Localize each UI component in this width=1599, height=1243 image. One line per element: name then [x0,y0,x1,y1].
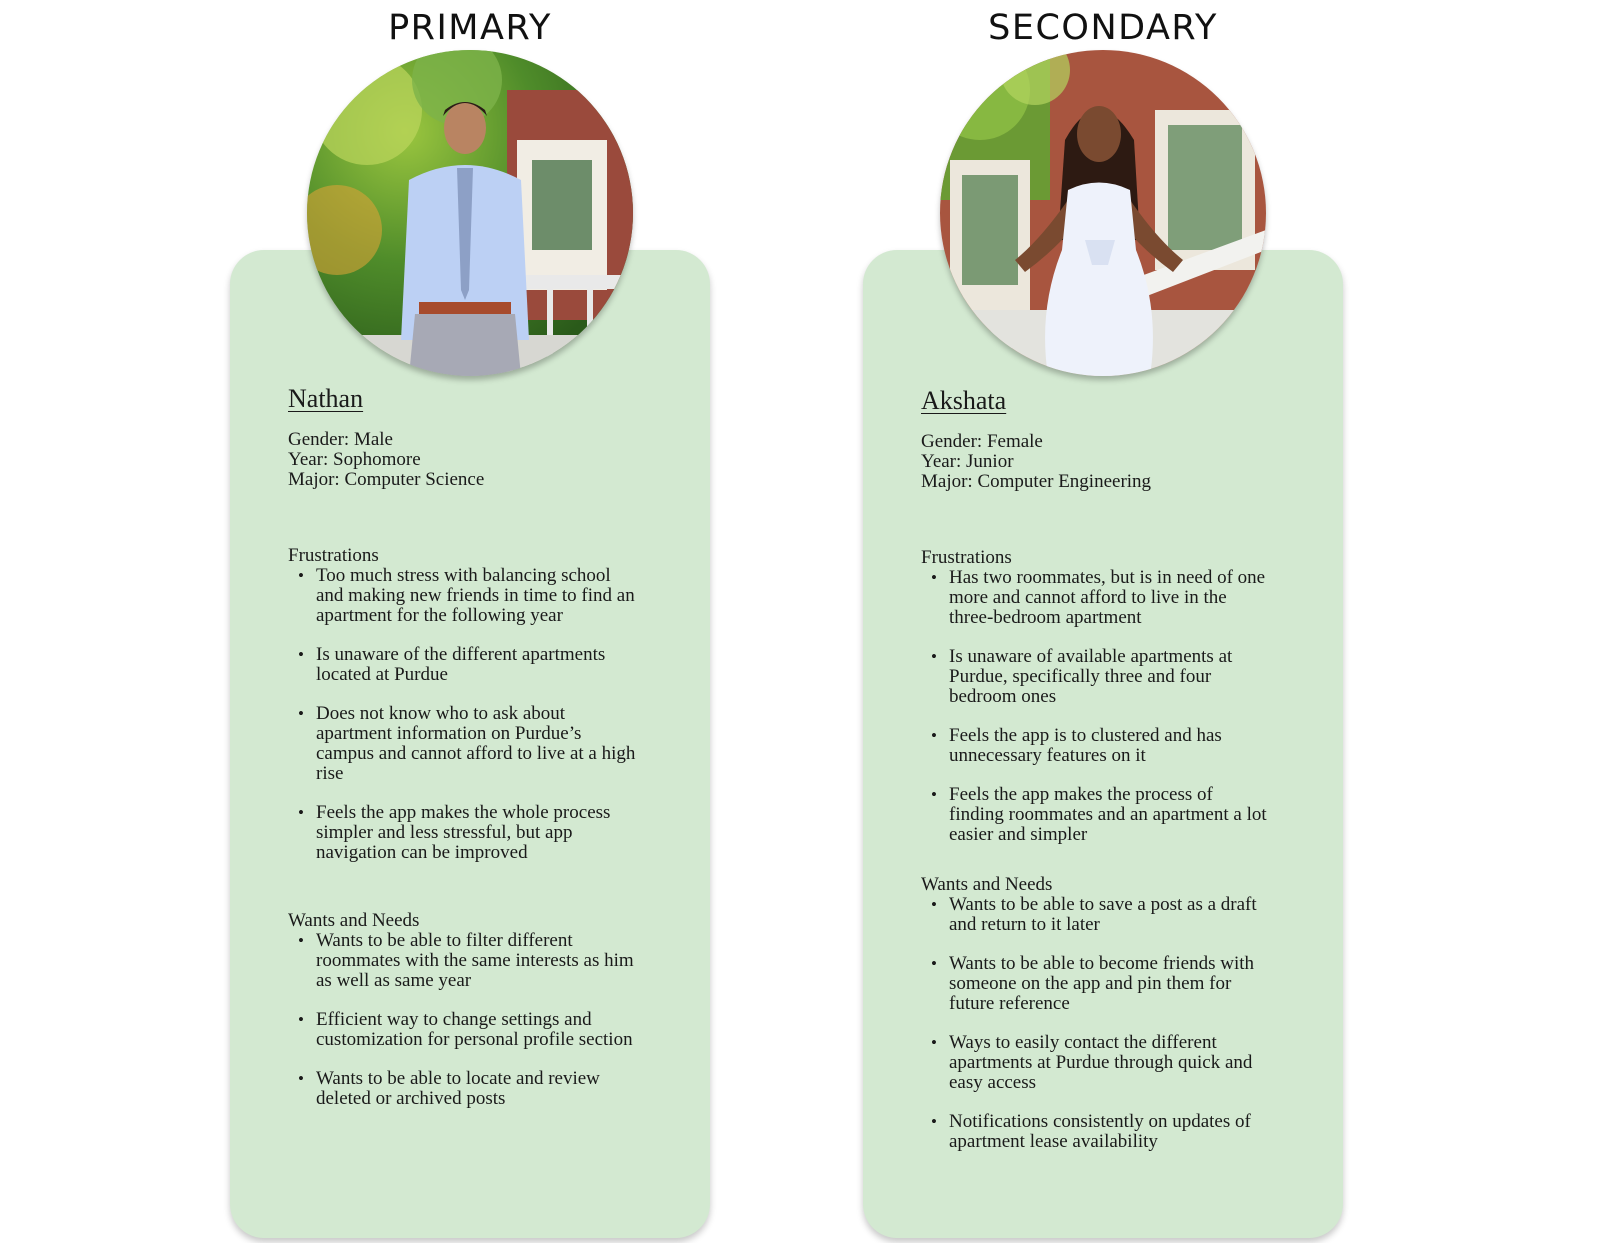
list-item: • Is unaware of the different apartments located at Purdue [288,645,638,685]
secondary-heading: SECONDARY [988,8,1218,48]
list-item: • Has two roommates, but is in need of one more and cannot afford to live in the three-bedroom apartment [921,568,1271,628]
portrait-image [940,50,1266,376]
major-text: Major: Computer Engineering [921,471,1152,492]
list-item: • Notifications consistently on updates of apartment lease availability [921,1112,1271,1152]
frustrations-title: Frustrations [921,547,1012,568]
gender-text: Gender: Male [288,429,393,450]
wants-needs-title: Wants and Needs [288,910,420,931]
list-item: • Wants to be able to locate and review deleted or archived posts [288,1069,638,1109]
year-text: Year: Sophomore [288,449,421,470]
wants-needs-title: Wants and Needs [921,874,1053,895]
list-item: • Wants to be able to become friends with someone on the app and pin them for future reference [921,954,1271,1014]
persona-name: Akshata [921,386,1007,415]
list-item: • Efficient way to change settings and customization for personal profile section [288,1010,638,1050]
persona-details [288,430,484,490]
wants-needs-list [921,895,1271,1171]
wants-needs-list [288,931,638,1128]
list-item: • Wants to be able to filter different roommates with the same interests as him as well as same year [288,931,638,991]
list-item: • Feels the app makes the whole process simpler and less stressful, but app navigation can be improved [288,803,638,863]
primary-persona [230,0,710,1243]
persona-details [921,432,1151,492]
primary-persona-card [230,250,710,1238]
frustrations-list [288,566,638,882]
gender-text: Gender: Female [921,431,1043,452]
list-item: • Feels the app is to clustered and has unnecessary features on it [921,726,1271,766]
year-text: Year: Junior [921,451,1014,472]
list-item: • Does not know who to ask about apartment information on Purdue’s campus and cannot afford to live at a high rise [288,704,638,784]
major-text: Major: Computer Science [288,469,485,490]
nathan-portrait-photo [307,50,633,376]
secondary-persona-card [863,250,1343,1238]
portrait-image [307,50,633,376]
persona-name: Nathan [288,384,364,413]
akshata-portrait-photo [940,50,1266,376]
list-item: • Too much stress with balancing school and making new friends in time to find an apartment for the following year [288,566,638,626]
list-item: • Is unaware of available apartments at Purdue, specifically three and four bedroom ones [921,647,1271,707]
list-item: • Feels the app makes the process of finding roommates and an apartment a lot easier and simpler [921,785,1271,845]
primary-heading: PRIMARY [388,8,552,48]
frustrations-title: Frustrations [288,545,379,566]
list-item: • Ways to easily contact the different apartments at Purdue through quick and easy access [921,1033,1271,1093]
secondary-persona [863,0,1343,1243]
list-item: • Wants to be able to save a post as a draft and return to it later [921,895,1271,935]
frustrations-list [921,568,1271,864]
